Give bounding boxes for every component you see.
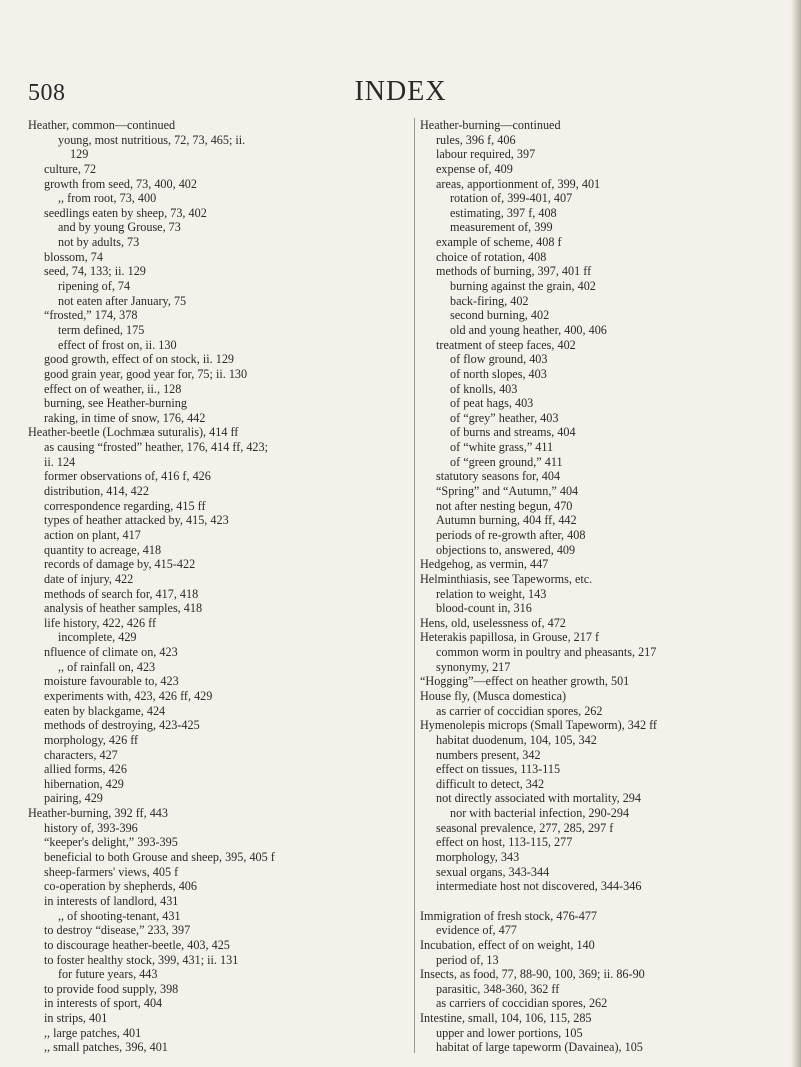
left-index-entry-line: history of, 393-396 [44,820,138,835]
left-index-entry-line: incomplete, 429 [58,630,137,645]
left-index-entry-line: ,, small patches, 396, 401 [44,1040,168,1055]
right-index-entry-line: of “white grass,” 411 [450,440,554,455]
page-edge-shadow [791,0,801,1067]
right-index-entry-line: estimating, 397 f, 408 [450,205,557,220]
left-index-entry-line: burning, see Heather-burning [44,396,187,411]
right-index-entry-heading: Heather-burning—continued [420,118,561,132]
right-index-entry-heading: Intestine, small, 104, 106, 115, 285 [420,1011,592,1026]
left-index-entry-line: beneficial to both Grouse and sheep, 395, 405 f [44,850,275,865]
right-index-entry-line: “Spring” and “Autumn,” 404 [436,484,579,499]
left-index-entry-line: seed, 74, 133; ii. 129 [44,264,146,279]
left-index-entry-line: for future years, 443 [58,967,158,982]
right-index-entry-line: rotation of, 399-401, 407 [450,191,573,206]
left-index-entry-line: growth from seed, 73, 400, 402 [44,176,197,191]
left-index-entry-line: allied forms, 426 [44,762,127,777]
left-index-entry-line: moisture favourable to, 423 [44,674,179,689]
right-index-entry-line: parasitic, 348-360, 362 ff [436,981,560,996]
left-index-entry-line: as causing “frosted” heather, 176, 414 ff, 423; [44,440,269,455]
left-index-entry-line: ,, of shooting-tenant, 431 [58,908,181,923]
left-index-entry-line: in interests of sport, 404 [44,996,163,1011]
right-index-entry-line: period of, 13 [436,952,499,967]
left-index-entry-line: to discourage heather-beetle, 403, 425 [44,937,230,952]
right-index-entry-line: blood-count in, 316 [436,601,532,616]
running-head: INDEX [354,76,447,107]
left-index-entry-line: nfluence of climate on, 423 [44,645,178,660]
left-index-entry-line: ,, large patches, 401 [44,1025,142,1040]
right-index-entry-heading: Insects, as food, 77, 88-90, 100, 369; ii. 86-90 [420,967,645,982]
right-index-entry-line: evidence of, 477 [436,923,517,938]
left-index-entry-line: “frosted,” 174, 378 [44,308,138,323]
left-index-entry-line: date of injury, 422 [44,571,134,586]
right-index-entry-line: measurement of, 399 [450,220,553,235]
right-index-entry-line: example of scheme, 408 f [436,235,562,250]
right-index-entry-heading: Incubation, effect of on weight, 140 [420,937,595,952]
left-index-entry-line: ,, of rainfall on, 423 [58,659,156,674]
right-index-entry-line: choice of rotation, 408 [436,249,547,264]
right-index-entry-line: rules, 396 f, 406 [436,132,516,147]
right-index-entry-line: second burning, 402 [450,308,550,323]
right-index-entry-line: back-firing, 402 [450,293,529,308]
left-index-entry-line: seedlings eaten by sheep, 73, 402 [44,205,207,220]
right-index-entry-line: seasonal prevalence, 277, 285, 297 f [436,820,614,835]
right-index-entry-line: relation to weight, 143 [436,586,547,601]
left-index-entry-line: to destroy “disease,” 233, 397 [44,923,191,938]
right-index-entry-heading: Heterakis papillosa, in Grouse, 217 f [420,630,600,645]
right-index-entry-line: habitat of large tapeworm (Davainea), 105 [436,1040,643,1055]
right-index-entry-line: of flow ground, 403 [450,352,548,367]
left-index-entry-line: in interests of landlord, 431 [44,893,179,908]
left-index-entry-line: pairing, 429 [44,791,103,806]
index-column-right [420,118,790,1055]
left-index-entry-line: sheep-farmers' views, 405 f [44,864,179,879]
right-index-entry-heading: Hens, old, uselessness of, 472 [420,615,566,630]
left-index-entry-line: raking, in time of snow, 176, 442 [44,410,206,425]
right-index-entry-line: of “green ground,” 411 [450,454,563,469]
right-index-entry-line: effect on host, 113-115, 277 [436,835,573,850]
left-index-entry-line: blossom, 74 [44,249,103,264]
left-index-entry-line: ripening of, 74 [58,279,131,294]
right-index-entry-line: effect on tissues, 113-115 [436,762,561,777]
right-index-entry-line: not directly associated with mortality, 294 [436,791,641,806]
right-index-entry-heading: House fly, (Musca domestica) [420,688,567,703]
right-index-entry-line: as carriers of coccidian spores, 262 [436,996,608,1011]
right-index-entry-heading: “Hogging”—effect on heather growth, 501 [420,674,630,689]
left-index-entry-line: methods of destroying, 423-425 [44,718,200,733]
page-number: 508 [28,80,66,106]
left-index-entry-line: quantity to acreage, 418 [44,542,162,557]
left-index-entry-heading: Heather-burning, 392 ff, 443 [28,806,168,821]
right-index-entry-heading [420,894,790,909]
left-index-entry-line: to foster healthy stock, 399, 431; ii. 131 [44,952,239,967]
right-index-entry-line: treatment of steep faces, 402 [436,337,576,352]
right-index-entry-line: morphology, 343 [436,850,520,865]
left-index-entry-line: analysis of heather samples, 418 [44,601,203,616]
left-index-entry-line: eaten by blackgame, 424 [44,703,166,718]
left-index-entry-line: records of damage by, 415-422 [44,557,196,572]
right-index-entry-line: common worm in poultry and pheasants, 217 [436,645,657,660]
right-index-entry-line: intermediate host not discovered, 344-346 [436,879,642,894]
left-index-entry-line: methods of search for, 417, 418 [44,586,199,601]
right-index-entry-heading: Immigration of fresh stock, 476-477 [420,908,598,923]
left-index-entry-line: “keeper's delight,” 393-395 [44,835,178,850]
right-index-entry-line: expense of, 409 [436,161,513,176]
right-index-entry-line: sexual organs, 343-344 [436,864,550,879]
left-index-entry-line: not by adults, 73 [58,235,140,250]
left-index-entry-line: experiments with, 423, 426 ff, 429 [44,688,213,703]
left-index-entry-line: ii. 124 [44,454,76,469]
right-index-entry-line: objections to, answered, 409 [436,542,576,557]
left-index-entry-line: characters, 427 [44,747,118,762]
left-index-entry-line: life history, 422, 426 ff [44,615,157,630]
right-index-entry-line: old and young heather, 400, 406 [450,322,607,337]
left-index-entry-line: good grain year, good year for, 75; ii. 130 [44,366,248,381]
right-index-entry-line: upper and lower portions, 105 [436,1025,583,1040]
left-index-entry-line: and by young Grouse, 73 [58,220,181,235]
right-index-entry-line: as carrier of coccidian spores, 262 [436,703,603,718]
right-index-entry-line: methods of burning, 397, 401 ff [436,264,592,279]
left-index-entry-line: effect on of weather, ii., 128 [44,381,182,396]
right-index-entry-line: burning against the grain, 402 [450,279,596,294]
left-index-entry-line: ,, from root, 73, 400 [58,191,157,206]
left-index-entry-line: morphology, 426 ff [44,732,139,747]
right-index-entry-line: labour required, 397 [436,147,536,162]
left-index-entry-line: not eaten after January, 75 [58,293,187,308]
column-divider [414,118,415,1053]
right-index-entry-line: habitat duodenum, 104, 105, 342 [436,732,597,747]
left-index-entry-line: effect of frost on, ii. 130 [58,337,177,352]
left-index-entry-line: former observations of, 416 f, 426 [44,469,211,484]
left-index-entry-line: hibernation, 429 [44,776,124,791]
left-index-entry-line: to provide food supply, 398 [44,981,179,996]
right-index-entry-line: of burns and streams, 404 [450,425,576,440]
left-index-entry-line: 129 [70,147,89,162]
index-column-left [28,118,400,1055]
left-index-entry-heading: Heather-beetle (Lochmæa suturalis), 414 ff [28,425,239,440]
right-index-entry-line: of peat hags, 403 [450,396,534,411]
left-index-entry-heading: Heather, common—continued [28,118,176,132]
right-index-entry-line: synonymy, 217 [436,659,511,674]
right-index-entry-line: areas, apportionment of, 399, 401 [436,176,601,191]
right-index-entry-line: statutory seasons for, 404 [436,469,561,484]
left-index-entry-line: culture, 72 [44,161,97,176]
left-index-entry-line: in strips, 401 [44,1011,108,1026]
left-index-entry-line: correspondence regarding, 415 ff [44,498,206,513]
right-index-entry-line: numbers present, 342 [436,747,541,762]
left-index-entry-line: co-operation by shepherds, 406 [44,879,197,894]
right-index-entry-heading: Hedgehog, as vermin, 447 [420,557,549,572]
right-index-entry-line: of north slopes, 403 [450,366,547,381]
left-index-entry-line: distribution, 414, 422 [44,484,149,499]
right-index-entry-heading: Hymenolepis microps (Small Tapeworm), 342 ff [420,718,657,733]
left-index-entry-line: term defined, 175 [58,322,145,337]
right-index-entry-line: Autumn burning, 404 ff, 442 [436,513,577,528]
left-index-entry-line: action on plant, 417 [44,527,141,542]
right-index-entry-line: of knolls, 403 [450,381,518,396]
left-index-entry-line: young, most nutritious, 72, 73, 465; ii. [58,132,246,147]
right-index-entry-line: periods of re-growth after, 408 [436,527,586,542]
right-index-entry-heading: Helminthiasis, see Tapeworms, etc. [420,571,593,586]
right-index-entry-line: not after nesting begun, 470 [436,498,573,513]
right-index-entry-line: nor with bacterial infection, 290-294 [450,806,630,821]
right-index-entry-line: of “grey” heather, 403 [450,410,559,425]
right-index-entry-line: difficult to detect, 342 [436,776,545,791]
left-index-entry-line: types of heather attacked by, 415, 423 [44,513,229,528]
left-index-entry-line: good growth, effect of on stock, ii. 129 [44,352,235,367]
